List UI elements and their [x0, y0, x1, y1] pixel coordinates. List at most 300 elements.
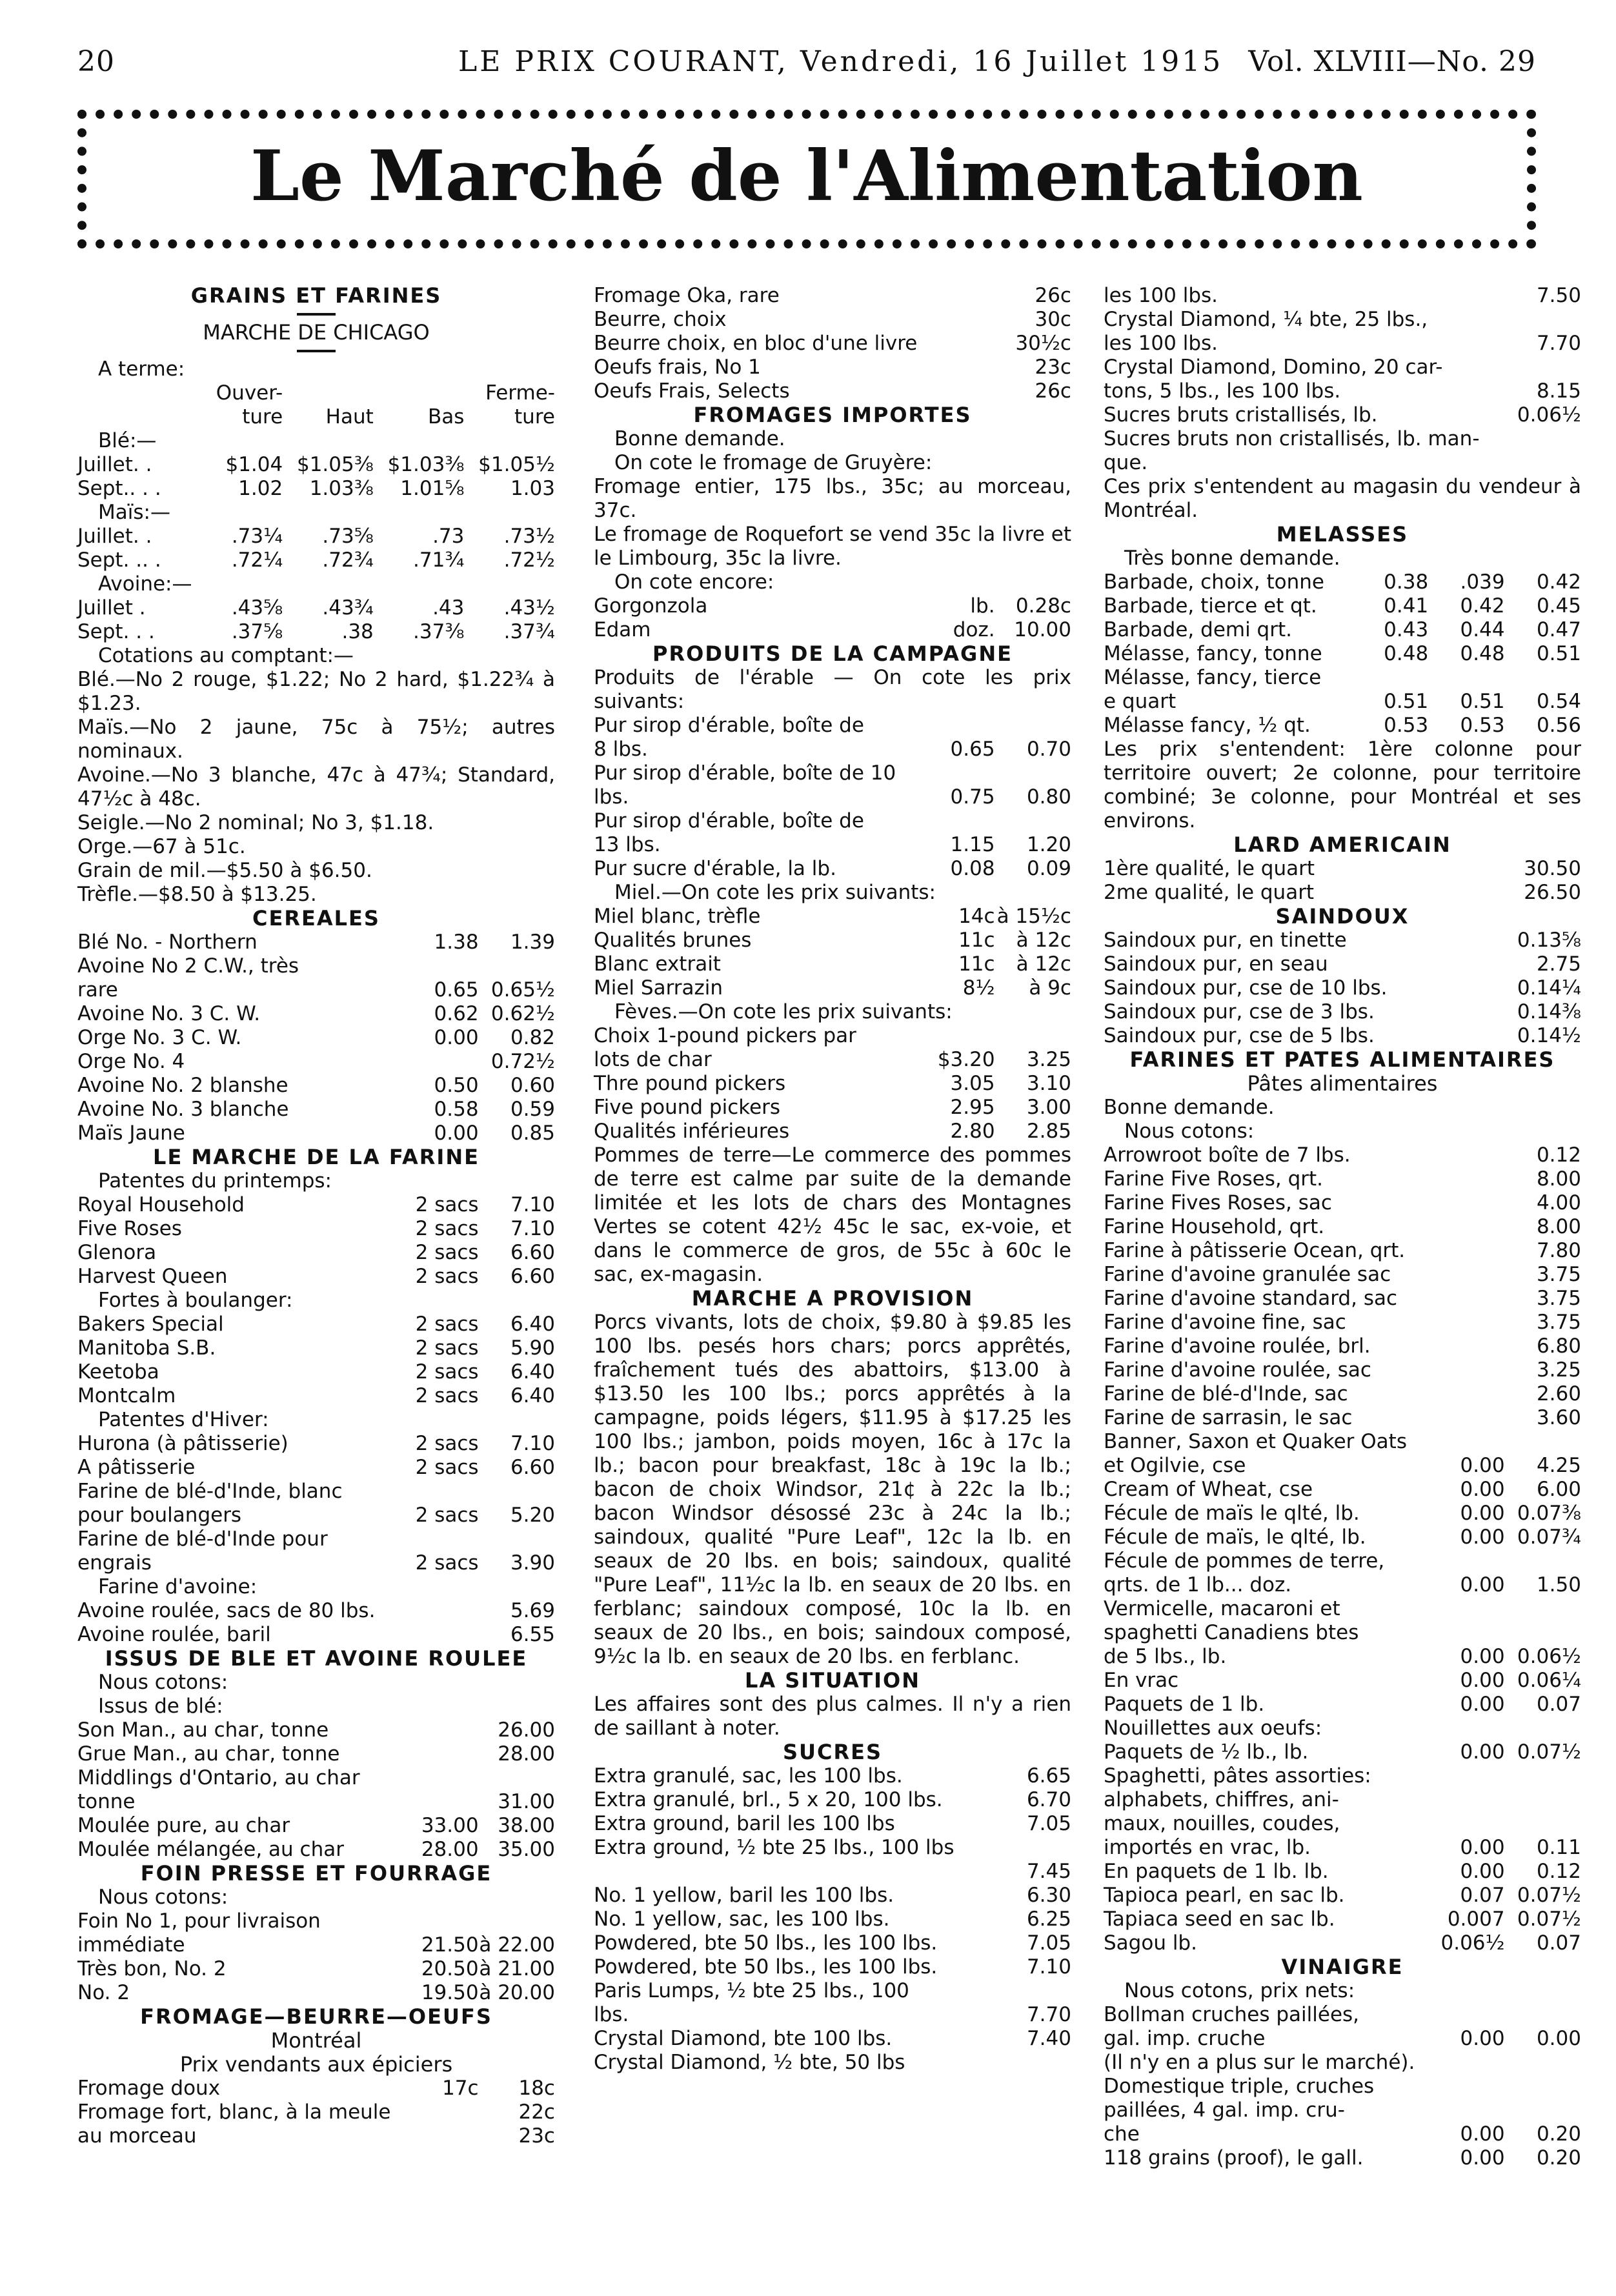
- price-cell: Qualités inférieures: [594, 1120, 790, 1143]
- price-cell: Domestique triple, cruches: [1104, 2075, 1375, 2098]
- price-row: [1104, 1884, 1581, 1908]
- price-cell: 0.07: [1536, 1931, 1581, 1955]
- price-cell: [1428, 929, 1504, 952]
- price-cell: Moulée mélangée, au char: [77, 1838, 344, 1861]
- price-cell: [283, 381, 374, 405]
- price-row: [1104, 690, 1581, 714]
- text-paragraph: Issus de blé:: [98, 1695, 223, 1718]
- price-cell: Fromage Oka, rare: [594, 284, 780, 307]
- text-paragraph: Cotations au comptant:—: [98, 644, 354, 667]
- price-cell: [1428, 666, 1504, 690]
- price-row: [594, 594, 1071, 618]
- price-cell: Blanc extrait: [594, 952, 721, 976]
- subheading: MARCHE DE CHICAGO: [203, 320, 430, 345]
- price-cell: 0.54: [1536, 690, 1581, 713]
- price-cell: [402, 954, 478, 978]
- price-cell: 118 grains (proof), le gall.: [1104, 2146, 1364, 2170]
- price-row: [1104, 2146, 1581, 2170]
- price-cell: les 100 lbs.: [1104, 332, 1218, 355]
- price-cell: Extra granulé, brl., 5 x 20, 100 lbs.: [594, 1788, 943, 1811]
- price-row: [1104, 881, 1581, 905]
- price-cell: 6.55: [510, 1623, 555, 1646]
- price-cell: [1428, 451, 1504, 475]
- text-paragraph: A terme:: [98, 357, 185, 381]
- price-cell: importés en vrac, lb.: [1104, 1836, 1311, 1859]
- price-cell: Edam: [594, 618, 651, 641]
- price-cell: Juillet. .: [77, 525, 152, 548]
- price-cell: 22c: [518, 2100, 555, 2124]
- price-cell: 7.40: [1026, 2027, 1071, 2050]
- price-row: [594, 952, 1071, 976]
- price-cell: Choix 1-pound pickers par: [594, 1024, 856, 1047]
- price-row: [1104, 1406, 1581, 1430]
- price-cell: Paquets de 1 lb.: [1104, 1693, 1265, 1716]
- price-cell: [77, 381, 192, 405]
- price-row: [1104, 1215, 1581, 1239]
- price-cell: à 20.00: [479, 1981, 555, 2004]
- price-cell: 0.28c: [1015, 594, 1071, 618]
- price-cell: [918, 1860, 995, 1884]
- price-cell: 0.50: [434, 1074, 479, 1097]
- price-cell: Keetoba: [77, 1360, 159, 1384]
- price-cell: [918, 2051, 995, 2075]
- price-cell: Farine d'avoine roulée, brl.: [1104, 1334, 1371, 1358]
- price-cell: 7.10: [510, 1193, 555, 1216]
- text-paragraph: Patentes du printemps:: [98, 1169, 332, 1193]
- text-paragraph: Bonne demande.: [1104, 1096, 1275, 1119]
- price-row: [77, 1599, 555, 1623]
- price-cell: 1ère qualité, le quart: [1104, 857, 1315, 880]
- price-cell: [918, 1764, 995, 1788]
- price-cell: Mélasse, fancy, tierce: [1104, 666, 1322, 689]
- price-cell: Five Roses: [77, 1217, 182, 1240]
- price-cell: [479, 1480, 555, 1504]
- price-cell: Sept. . .: [77, 620, 155, 643]
- price-cell: 7.45: [1026, 1860, 1071, 1883]
- price-cell: 0.07⅜: [1517, 1502, 1581, 1525]
- price-cell: 4.25: [1536, 1454, 1581, 1477]
- price-cell: .43⅝: [231, 596, 283, 619]
- price-cell: 0.13⅝: [1517, 929, 1581, 952]
- price-cell: Mélasse fancy, ½ qt.: [1104, 714, 1311, 737]
- price-cell: Barbade, choix, tonne: [1104, 570, 1324, 594]
- price-cell: [402, 1527, 478, 1551]
- price-cell: $1.03⅜: [387, 453, 465, 476]
- price-cell: 23c: [1035, 356, 1071, 379]
- price-row: [594, 1048, 1071, 1072]
- price-row: [77, 954, 555, 978]
- price-row: [1104, 929, 1581, 952]
- price-cell: Farine d'avoine granulée sac: [1104, 1263, 1391, 1286]
- price-cell: Gorgonzola: [594, 594, 708, 618]
- price-cell: 3.75: [1536, 1287, 1581, 1310]
- price-row: [1104, 332, 1581, 356]
- price-cell: Bollman cruches paillées,: [1104, 2003, 1360, 2026]
- price-cell: Farine Household, qrt.: [1104, 1215, 1325, 1238]
- price-row: [594, 332, 1071, 356]
- price-cell: 0.20: [1536, 2122, 1581, 2146]
- price-cell: [918, 1788, 995, 1812]
- price-cell: Glenora: [77, 1241, 157, 1264]
- price-row: [1104, 1836, 1581, 1860]
- price-cell: 0.07: [1536, 1693, 1581, 1716]
- price-row: [77, 1313, 555, 1336]
- section-heading: VINAIGRE: [1281, 1955, 1404, 1979]
- price-cell: [918, 308, 995, 332]
- price-cell: 7.50: [1536, 284, 1581, 307]
- price-cell: 0.00: [1460, 1645, 1505, 1668]
- price-cell: .37⅝: [231, 620, 283, 643]
- price-cell: 0.53: [1460, 714, 1505, 737]
- price-row: [77, 1074, 555, 1098]
- text-paragraph: Nous cotons:: [1124, 1120, 1255, 1143]
- price-cell: Qualités brunes: [594, 929, 752, 952]
- price-cell: Saindoux pur, cse de 10 lbs.: [1104, 976, 1388, 1000]
- section-heading: LA SITUATION: [744, 1668, 921, 1693]
- price-cell: [1428, 1717, 1504, 1740]
- price-cell: Pur sirop d'érable, boîte de: [594, 714, 864, 737]
- price-row: [1104, 1549, 1581, 1573]
- section-heading: FROMAGE—BEURRE—OEUFS: [140, 2004, 492, 2029]
- price-cell: 2 sacs: [415, 1551, 479, 1575]
- price-cell: [995, 2051, 1071, 2075]
- price-cell: Nouillettes aux oeufs:: [1104, 1717, 1322, 1740]
- price-cell: 6.80: [1536, 1334, 1581, 1358]
- price-cell: lb.: [970, 594, 995, 618]
- price-cell: [918, 1908, 995, 1931]
- price-cell: Fromage doux: [77, 2077, 221, 2100]
- price-cell: .73⅝: [322, 525, 374, 548]
- price-cell: 0.51: [1460, 690, 1505, 713]
- text-paragraph: Avoine:—: [98, 572, 192, 596]
- price-cell: 0.41: [1384, 594, 1429, 618]
- price-cell: 0.48: [1460, 642, 1505, 665]
- section-heading: LE MARCHE DE LA FARINE: [153, 1145, 480, 1169]
- price-row: [1104, 666, 1581, 690]
- price-cell: Pur sucre d'érable, la lb.: [594, 857, 836, 880]
- price-cell: 3.25: [1536, 1358, 1581, 1382]
- price-cell: et Ogilvie, cse: [1104, 1454, 1246, 1477]
- price-cell: Fécule de pommes de terre,: [1104, 1549, 1385, 1573]
- price-cell: Farine de blé-d'Inde, sac: [1104, 1382, 1348, 1405]
- price-cell: que.: [1104, 451, 1148, 474]
- price-cell: 6.60: [510, 1456, 555, 1479]
- price-row: [1104, 1502, 1581, 1526]
- price-row: [594, 1764, 1071, 1788]
- price-cell: 28.00: [498, 1742, 555, 1766]
- price-cell: 3.60: [1536, 1406, 1581, 1429]
- price-cell: 3.00: [1026, 1096, 1071, 1119]
- price-cell: Crystal Diamond, ½ bte, 50 lbs: [594, 2051, 905, 2074]
- price-cell: Hurona (à pâtisserie): [77, 1432, 288, 1455]
- text-paragraph: Le fromage de Roquefort se vend 35c la livre et le Limbourg, 35c la livre.: [594, 523, 1071, 570]
- price-row: [77, 1742, 555, 1766]
- price-cell: Juillet. .: [77, 453, 152, 476]
- price-row: [1104, 1812, 1581, 1836]
- price-cell: Avoine No. 3 blanche: [77, 1098, 289, 1121]
- price-cell: [479, 1527, 555, 1551]
- price-row: [77, 1551, 555, 1575]
- price-row: [1104, 284, 1581, 308]
- price-cell: .73¼: [231, 525, 283, 548]
- price-row: [1104, 714, 1581, 738]
- text-paragraph: Les affaires sont des plus calmes. Il n'y a rien de saillant à noter.: [594, 1693, 1071, 1740]
- price-cell: Pur sirop d'érable, boîte de: [594, 809, 864, 832]
- column-2: [594, 284, 1071, 2075]
- price-cell: 3.90: [510, 1551, 555, 1575]
- price-cell: 2 sacs: [415, 1432, 479, 1455]
- price-cell: [1428, 1358, 1504, 1382]
- price-cell: 2 sacs: [415, 1241, 479, 1264]
- price-row: [594, 738, 1071, 761]
- price-cell: e quart: [1104, 690, 1177, 713]
- price-cell: Paris Lumps, ½ bte 25 lbs., 100: [594, 1979, 909, 2002]
- price-row: [77, 1957, 555, 1981]
- text-paragraph: Ces prix s'entendent au magasin du vendeur à Montréal.: [1104, 475, 1581, 522]
- price-cell: [1428, 1788, 1504, 1812]
- price-cell: 0.47: [1536, 618, 1581, 641]
- price-row: [1104, 1764, 1581, 1788]
- section-heading: GRAINS ET FARINES: [190, 283, 442, 308]
- price-cell: 2me qualité, le quart: [1104, 881, 1315, 904]
- price-cell: 26c: [1035, 379, 1071, 403]
- price-row: [77, 1623, 555, 1647]
- price-cell: $1.05½: [478, 453, 555, 476]
- price-cell: 0.48: [1384, 642, 1429, 665]
- price-row: [77, 1122, 555, 1145]
- price-cell: [995, 1979, 1071, 2003]
- price-cell: [1428, 1812, 1504, 1836]
- price-row: [594, 379, 1071, 403]
- price-cell: 0.85: [510, 1122, 555, 1145]
- price-row: [77, 2100, 555, 2124]
- price-cell: Bakers Special: [77, 1313, 224, 1336]
- price-row: [77, 1241, 555, 1265]
- price-cell: 7.10: [1026, 1955, 1071, 1979]
- price-cell: 0.07½: [1517, 1740, 1581, 1764]
- price-cell: 0.44: [1460, 618, 1505, 641]
- price-cell: Avoine No. 3 C. W.: [77, 1002, 261, 1025]
- text-paragraph: Fromage entier, 175 lbs., 35c; au morceau, 37c.: [594, 475, 1071, 522]
- price-cell: tonne: [77, 1790, 136, 1813]
- price-cell: [1428, 881, 1504, 905]
- text-paragraph: Maïs:—: [98, 501, 170, 524]
- price-cell: 5.69: [510, 1599, 555, 1622]
- price-cell: [1505, 427, 1581, 451]
- price-cell: [479, 954, 555, 978]
- text-paragraph: Farine d'avoine:: [98, 1575, 258, 1598]
- price-cell: 0.00: [1460, 2122, 1505, 2146]
- price-cell: 26.50: [1524, 881, 1581, 904]
- price-cell: Avoine No. 2 blanshe: [77, 1074, 288, 1097]
- price-cell: 8.00: [1536, 1167, 1581, 1191]
- price-row: [1104, 642, 1581, 666]
- price-cell: 0.09: [1026, 857, 1071, 880]
- price-cell: 0.60: [510, 1074, 555, 1097]
- price-cell: 2 sacs: [415, 1456, 479, 1479]
- price-cell: [1428, 1597, 1504, 1621]
- price-cell: 0.06½: [1517, 403, 1581, 427]
- price-row: [1104, 1143, 1581, 1167]
- price-cell: Crystal Diamond, bte 100 lbs.: [594, 2027, 893, 2050]
- price-cell: [995, 1024, 1071, 1048]
- price-cell: 10.00: [1014, 618, 1071, 641]
- text-paragraph: Bonne demande.: [614, 427, 785, 450]
- price-cell: [1505, 308, 1581, 332]
- price-cell: [1428, 1549, 1504, 1573]
- price-row: [1104, 1167, 1581, 1191]
- price-cell: Miel Sarrazin: [594, 976, 723, 1000]
- price-row: [1104, 427, 1581, 451]
- heading-rule: [297, 313, 336, 316]
- price-cell: Farine d'avoine standard, sac: [1104, 1287, 1398, 1310]
- price-cell: pour boulangers: [77, 1504, 242, 1527]
- price-cell: 0.43: [1384, 618, 1429, 641]
- price-cell: 8 lbs.: [594, 738, 648, 761]
- price-cell: Spaghetti, pâtes assorties:: [1104, 1764, 1371, 1787]
- price-cell: [1505, 2003, 1581, 2027]
- price-row: [594, 714, 1071, 738]
- price-cell: 0.11: [1536, 1836, 1581, 1859]
- section-heading: CEREALES: [252, 906, 380, 931]
- price-cell: 11c: [958, 952, 995, 976]
- section-heading: PRODUITS DE LA CAMPAGNE: [652, 641, 1013, 666]
- price-cell: Orge No. 4: [77, 1050, 185, 1073]
- text-paragraph: Orge.—67 à 51c.: [77, 835, 246, 858]
- price-cell: gal. imp. cruche: [1104, 2027, 1266, 2050]
- price-cell: au morceau: [77, 2124, 197, 2148]
- title-box: [77, 110, 1536, 248]
- subheading: Pâtes alimentaires: [1247, 1071, 1438, 1096]
- price-cell: 2.80: [950, 1120, 995, 1143]
- price-cell: 7.05: [1026, 1812, 1071, 1835]
- price-cell: Son Man., au char, tonne: [77, 1718, 329, 1742]
- price-row: [1104, 594, 1581, 618]
- price-cell: Tapioca pearl, en sac lb.: [1104, 1884, 1345, 1907]
- price-cell: [1505, 2099, 1581, 2122]
- section-heading: SAINDOUX: [1275, 904, 1409, 929]
- price-cell: 7.10: [510, 1432, 555, 1455]
- price-cell: Bas: [427, 405, 465, 428]
- subheading: Prix vendants aux épiciers: [179, 2052, 453, 2077]
- price-cell: Banner, Saxon et Quaker Oats: [1104, 1430, 1407, 1453]
- price-cell: Blé No. - Northern: [77, 931, 258, 954]
- price-cell: [1505, 1621, 1581, 1645]
- price-cell: [918, 332, 995, 356]
- price-cell: [402, 1623, 478, 1647]
- price-row: [594, 1884, 1071, 1908]
- price-cell: [1428, 1167, 1504, 1191]
- price-cell: Barbade, demi qrt.: [1104, 618, 1292, 641]
- price-cell: .43: [432, 596, 465, 619]
- price-row: [594, 1120, 1071, 1143]
- volume-number: Vol. XLVIII—No. 29: [1248, 45, 1536, 78]
- price-cell: [1428, 2003, 1504, 2027]
- price-cell: $3.20: [937, 1048, 995, 1071]
- price-cell: [918, 379, 995, 403]
- price-row: [77, 477, 555, 501]
- text-paragraph: Porcs vivants, lots de choix, $9.80 à $9.85 les 100 lbs. pesés hors chars; porcs apprêtés, fraîchement tués des abattoirs, $13.00 à $13.50 les 100 lbs.; porcs apprêtés à la campagne, poids légers, $11.95 à $17.25 les 100 lbs.; jambon, poids moyen, 16c à 17c la lb.; bacon pour breakfast, 18c à 19c la lb.; bacon de choix Windsor, 21¢ à 22c la lb.; bacon Windsor désossé 23c à 24c la lb.; saindoux, qualité "Pure Leaf", 12c la lb. en seaux de 20 lbs. en bois; saindoux, qualité "Pure Leaf", 11½c la lb. en seaux de 20 lbs. en ferblanc; saindoux composé, 10c la lb. en seaux de 20 lbs., en bois; saindoux composé, 9½c la lb. en seaux de 20 lbs. en ferblanc.: [594, 1311, 1071, 1668]
- price-cell: 2.95: [950, 1096, 995, 1119]
- price-cell: [918, 2003, 995, 2027]
- price-cell: [1505, 1812, 1581, 1836]
- text-paragraph: Blé.—No 2 rouge, $1.22; No 2 hard, $1.22¾ à $1.23.: [77, 668, 555, 715]
- price-cell: à 22.00: [479, 1933, 555, 1957]
- text-paragraph: Les prix s'entendent: 1ère colonne pour territoire ouvert; 2e colonne, pour territoire combiné; 3e colonne, pour Montréal et ses environs.: [1104, 738, 1581, 832]
- price-cell: 0.20: [1536, 2146, 1581, 2170]
- price-row: [1104, 1908, 1581, 1931]
- subheading: Montréal: [270, 2028, 362, 2053]
- price-cell: 11c: [958, 929, 995, 952]
- column-3: [1104, 284, 1581, 2170]
- price-cell: à 15½c: [996, 905, 1071, 928]
- price-cell: 0.59: [510, 1098, 555, 1121]
- price-cell: 26c: [1035, 284, 1071, 307]
- price-cell: Saindoux pur, en tinette: [1104, 929, 1347, 952]
- price-cell: 5.20: [510, 1504, 555, 1527]
- price-cell: à 12c: [1016, 929, 1071, 952]
- price-cell: 0.51: [1536, 642, 1581, 665]
- section-heading: FROMAGES IMPORTES: [693, 403, 972, 427]
- price-cell: lots de char: [594, 1048, 712, 1071]
- price-cell: 0.08: [950, 857, 995, 880]
- price-cell: 1.38: [434, 931, 479, 954]
- price-cell: 0.53: [1384, 714, 1429, 737]
- price-cell: Farine Fives Roses, sac: [1104, 1191, 1332, 1214]
- price-cell: 2 sacs: [415, 1313, 479, 1336]
- price-cell: 0.06¼: [1517, 1669, 1581, 1692]
- price-row: [594, 284, 1071, 308]
- price-cell: Moulée pure, au char: [77, 1814, 290, 1837]
- price-cell: 1.02: [238, 477, 283, 500]
- section-heading: MARCHE A PROVISION: [691, 1286, 974, 1311]
- price-row: [77, 1790, 555, 1814]
- price-cell: [918, 714, 995, 738]
- price-cell: [402, 1718, 478, 1742]
- text-paragraph: Nous cotons:: [98, 1671, 228, 1694]
- price-row: [594, 2051, 1071, 2075]
- text-paragraph: Produits de l'érable — On cote les prix suivants:: [594, 666, 1071, 713]
- text-paragraph: Miel.—On cote les prix suivants:: [614, 881, 936, 904]
- price-cell: Saindoux pur, cse de 5 lbs.: [1104, 1024, 1375, 1047]
- price-row: [1104, 1931, 1581, 1955]
- price-row: [77, 1026, 555, 1050]
- price-cell: ture: [242, 405, 283, 428]
- price-cell: [402, 1909, 478, 1933]
- price-cell: Saindoux pur, cse de 3 lbs.: [1104, 1000, 1375, 1023]
- price-cell: [1428, 284, 1504, 308]
- price-cell: Fécule de maïs, le qlté, lb.: [1104, 1526, 1366, 1549]
- price-cell: [918, 1931, 995, 1955]
- price-cell: 1.01⅝: [400, 477, 465, 500]
- price-cell: Farine d'avoine fine, sac: [1104, 1311, 1346, 1334]
- text-paragraph: Pommes de terre—Le commerce des pommes de terre est calme par suite de la demande limitée et les lots de chars des Montagnes Vertes se cotent 42½ 45c le sac, ex-voie, et dans le commerce de gros, de 55c à 60c le sac, ex-magasin.: [594, 1143, 1071, 1286]
- price-row: [1104, 976, 1581, 1000]
- price-cell: lbs.: [594, 785, 629, 809]
- price-cell: 28.00: [421, 1838, 479, 1861]
- price-cell: [1505, 666, 1581, 690]
- price-cell: 1.15: [950, 833, 995, 856]
- price-row: [77, 1527, 555, 1551]
- price-cell: .72¼: [231, 549, 283, 572]
- price-cell: 0.51: [1384, 690, 1429, 713]
- price-cell: Mélasse, fancy, tonne: [1104, 642, 1322, 665]
- price-row: [77, 1432, 555, 1456]
- price-cell: [594, 1860, 918, 1884]
- price-cell: Farine d'avoine roulée, sac: [1104, 1358, 1371, 1382]
- text-paragraph: Maïs.—No 2 jaune, 75c à 75½; autres nominaux.: [77, 716, 555, 763]
- price-cell: [77, 405, 192, 429]
